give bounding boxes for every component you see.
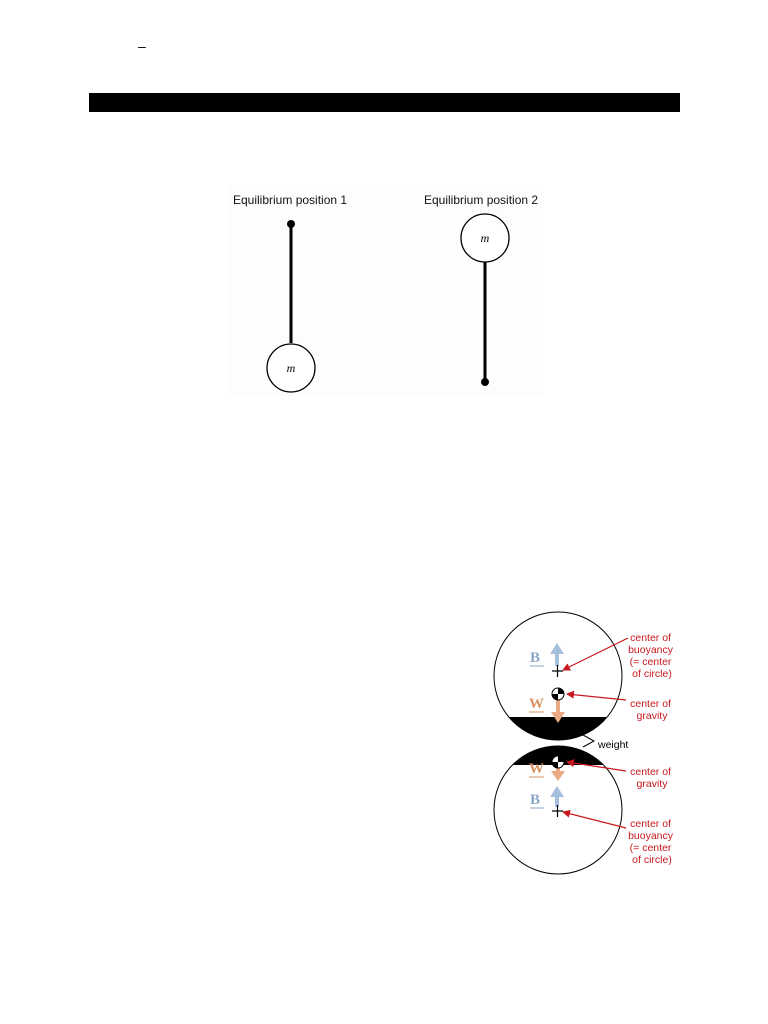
weight-bracket — [583, 735, 594, 747]
top-center-of-gravity-annotation: center of gravity — [630, 698, 671, 722]
top-center-of-gravity-symbol — [552, 688, 564, 700]
pendulum-2-pivot — [481, 378, 489, 386]
top-buoyancy-label: B — [530, 650, 541, 666]
bottom-buoyancy-label: B — [530, 792, 541, 808]
buoyancy-stability-figure — [490, 604, 690, 880]
equilibrium-position-1-label: Equilibrium position 1 — [233, 193, 348, 207]
bottom-weight-label: W — [529, 761, 544, 777]
pendulum-1-pivot — [287, 220, 295, 228]
pendulum-drawing — [228, 185, 544, 395]
top-weight-label: W — [529, 696, 544, 712]
equilibrium-position-2-label: Equilibrium position 2 — [424, 193, 539, 207]
bottom-center-of-gravity-annotation: center of gravity — [630, 766, 671, 790]
weight-label: weight — [598, 739, 629, 751]
bottom-center-of-buoyancy-annotation: center of buoyancy (= center of circle) — [628, 818, 674, 866]
pendulum-2-mass-label: m — [480, 231, 490, 245]
top-center-of-buoyancy-annotation: center of buoyancy (= center of circle) — [628, 632, 674, 680]
bottom-center-of-gravity-symbol — [552, 756, 564, 768]
section-header-bar — [89, 93, 680, 112]
header-dash: – — [138, 38, 146, 54]
pendulum-1-mass-label: m — [286, 361, 296, 375]
pendulum-figure — [228, 185, 544, 395]
